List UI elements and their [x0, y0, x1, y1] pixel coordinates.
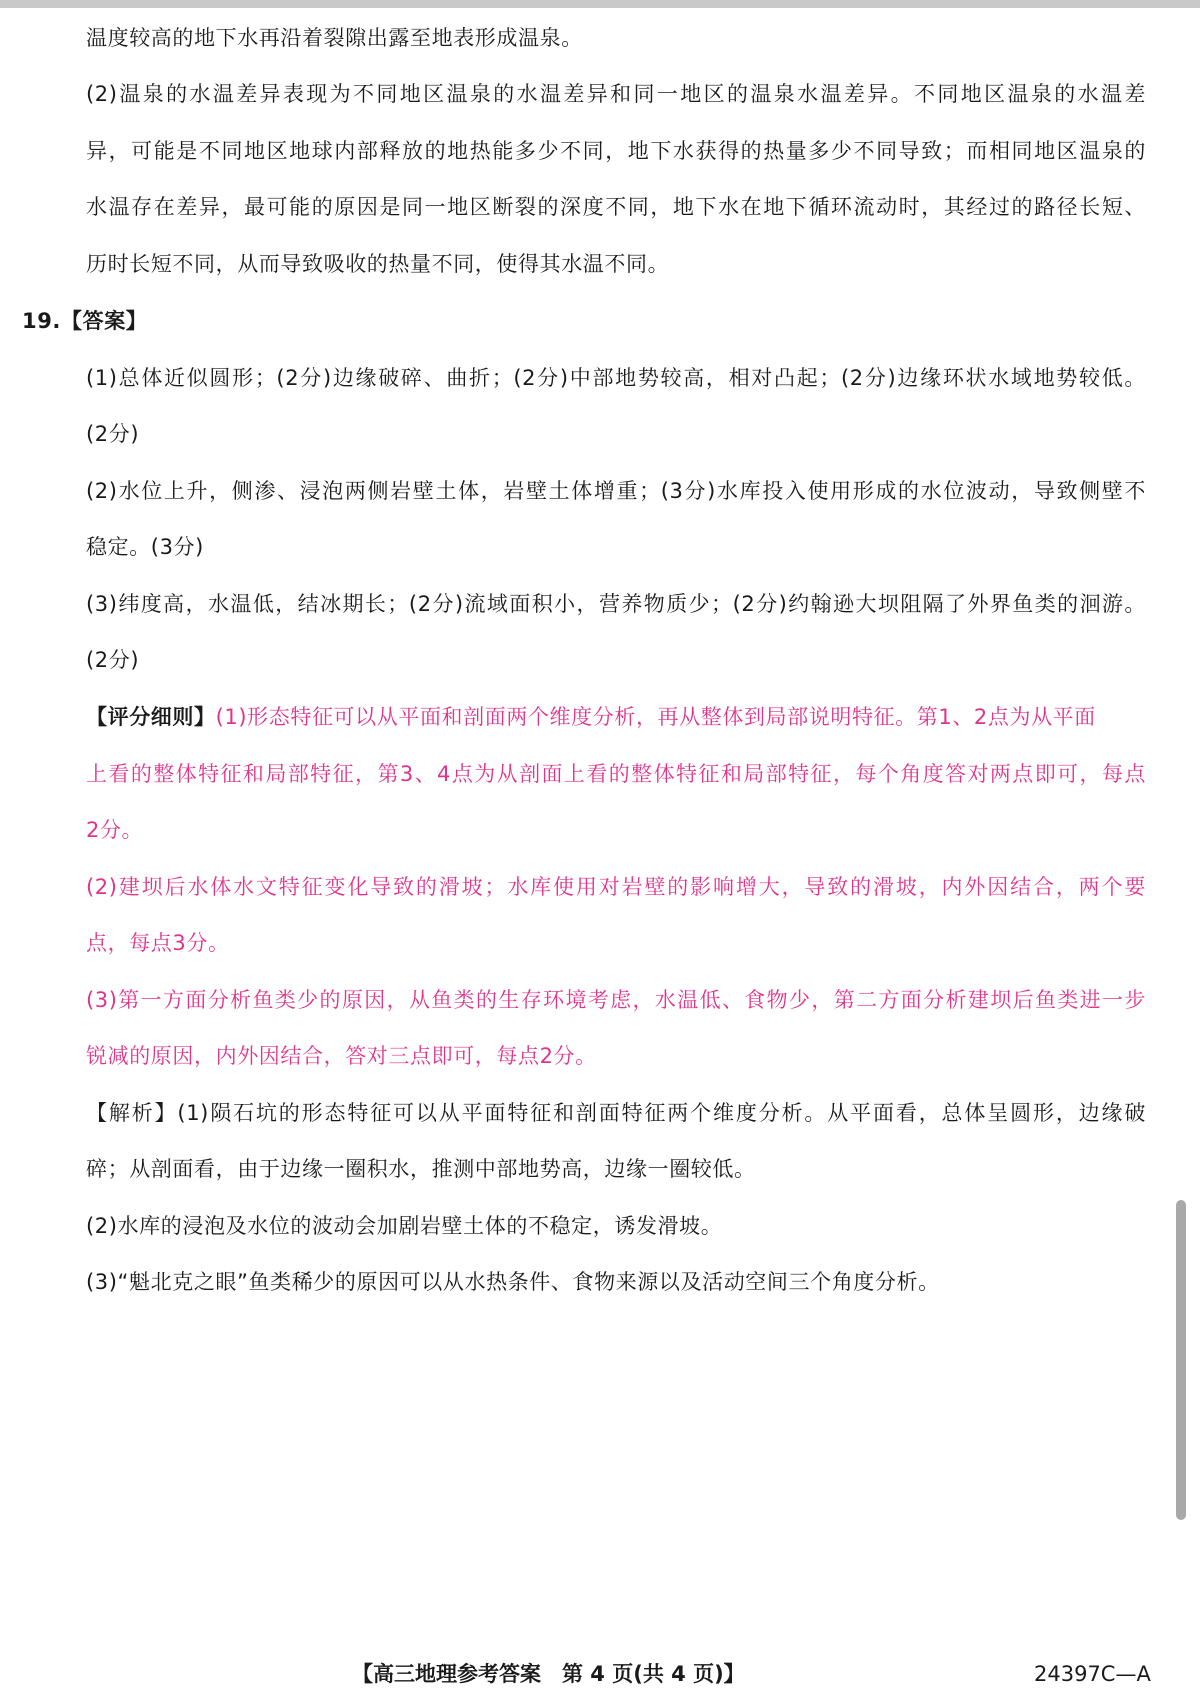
scoring-rules-text: (1)形态特征可以从平面和剖面两个维度分析，再从整体到局部说明特征。第1、2点为从平面: [215, 705, 1096, 729]
text-line: 稳定。(3分): [86, 535, 204, 559]
text-line: (3)“魁北克之眼”鱼类稀少的原因可以从水热条件、食物来源以及活动空间三个角度分析。: [86, 1270, 940, 1294]
scrollbar[interactable]: [1186, 0, 1200, 1703]
text-line: (2分): [86, 648, 140, 672]
text-line: 温度较高的地下水再沿着裂隙出露至地表形成温泉。: [86, 26, 583, 50]
text-line: (3)纬度高，水温低，结冰期长；(2分)流域面积小，营养物质少；(2分)约翰逊大坝阻隔了外界鱼类的洄游。: [86, 592, 1146, 616]
text-line: (2)水库的浸泡及水位的波动会加剧岩壁土体的不稳定，诱发滑坡。: [86, 1214, 723, 1238]
scoring-rules-text: 上看的整体特征和局部特征，第3、4点为从剖面上看的整体特征和局部特征，每个角度答对两点即可，每点: [86, 762, 1146, 786]
answer-heading: 19.【答案】: [22, 309, 148, 333]
scoring-rules-text: (3)第一方面分析鱼类少的原因，从鱼类的生存环境考虑，水温低、食物少，第二方面分析建坝后鱼类进一步: [86, 988, 1146, 1012]
footer-title: 【高三地理参考答案 第 4 页(共 4 页)】: [352, 1662, 745, 1686]
scoring-rules-line: [86, 703, 1146, 731]
scoring-rules-text: 2分。: [86, 818, 144, 842]
footer-code: 24397C—A: [1034, 1662, 1151, 1686]
text-line: 历时长短不同，从而导致吸收的热量不同，使得其水温不同。: [86, 252, 670, 276]
text-line: (1)总体近似圆形；(2分)边缘破碎、曲折；(2分)中部地势较高，相对凸起；(2分)边缘环状水域地势较低。: [86, 366, 1146, 390]
scoring-rules-label: 【评分细则】: [86, 705, 216, 729]
text-line: 异，可能是不同地区地球内部释放的地热能多少不同，地下水获得的热量多少不同导致；而相同地区温泉的: [86, 139, 1146, 163]
scoring-rules-text: 锐减的原因，内外因结合，答对三点即可，每点2分。: [86, 1044, 597, 1068]
scrollbar-thumb[interactable]: [1176, 1200, 1186, 1520]
scoring-rules-text: (2)建坝后水体水文特征变化导致的滑坡；水库使用对岩壁的影响增大，导致的滑坡，内外因结合，两个要: [86, 875, 1146, 899]
text-line: 水温存在差异，最可能的原因是同一地区断裂的深度不同，地下水在地下循环流动时，其经过的路径长短、: [86, 195, 1146, 219]
text-line: (2)温泉的水温差异表现为不同地区温泉的水温差异和同一地区的温泉水温差异。不同地区温泉的水温差: [86, 82, 1146, 106]
scoring-rules-text: 点，每点3分。: [86, 931, 230, 955]
text-line: (2)水位上升，侧渗、浸泡两侧岩壁土体，岩壁土体增重；(3分)水库投入使用形成的水位波动，导致侧壁不: [86, 479, 1146, 503]
analysis-line: 【解析】(1)陨石坑的形态特征可以从平面特征和剖面特征两个维度分析。从平面看，总体呈圆形，边缘破: [86, 1101, 1146, 1125]
text-line: 碎；从剖面看，由于边缘一圈积水，推测中部地势高，边缘一圈较低。: [86, 1157, 756, 1181]
text-line: (2分): [86, 422, 140, 446]
